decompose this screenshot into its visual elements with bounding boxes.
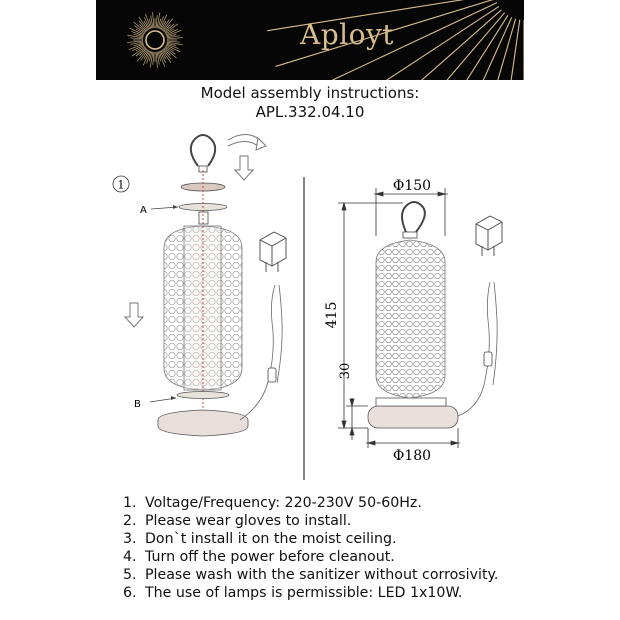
height-label: 415 xyxy=(324,301,340,329)
list-item: 2. Please wear gloves to install. xyxy=(123,513,352,529)
switch-icon xyxy=(268,368,276,382)
base-height-label: 30 xyxy=(338,362,353,380)
model-number: APL.332.04.10 xyxy=(255,103,365,121)
plug-icon xyxy=(260,232,286,272)
rotate-arrow-icon xyxy=(228,134,266,150)
instruction-list xyxy=(123,494,498,602)
page-title: Model assembly instructions: xyxy=(200,84,420,102)
list-item: 3. Don`t install it on the moist ceiling. xyxy=(123,531,397,547)
base-diameter-label: Φ180 xyxy=(392,448,432,464)
down-arrow-icon xyxy=(125,303,143,327)
switch-icon xyxy=(484,352,492,366)
step-number: 1 xyxy=(117,178,125,192)
part-a-label: A xyxy=(140,205,147,216)
plug-icon xyxy=(476,216,502,256)
exploded-lamp xyxy=(134,135,282,436)
list-item: 1. Voltage/Frequency: 220-230V 50-60Hz. xyxy=(123,495,422,511)
list-item: 5. Please wash with the sanitizer without corrosivity. xyxy=(123,567,499,583)
step-number-badge xyxy=(113,176,129,192)
down-arrow-icon xyxy=(235,156,253,180)
assembly-diagram xyxy=(0,120,620,490)
brand-banner xyxy=(96,0,524,80)
list-item: 6. The use of lamps is permissible: LED 1x10W. xyxy=(123,585,463,601)
top-diameter-label: Φ150 xyxy=(392,178,432,194)
brand-name: Aployt xyxy=(300,18,395,51)
part-b-label: B xyxy=(134,399,141,410)
list-item: 4. Turn off the power before cleanout. xyxy=(123,549,395,565)
